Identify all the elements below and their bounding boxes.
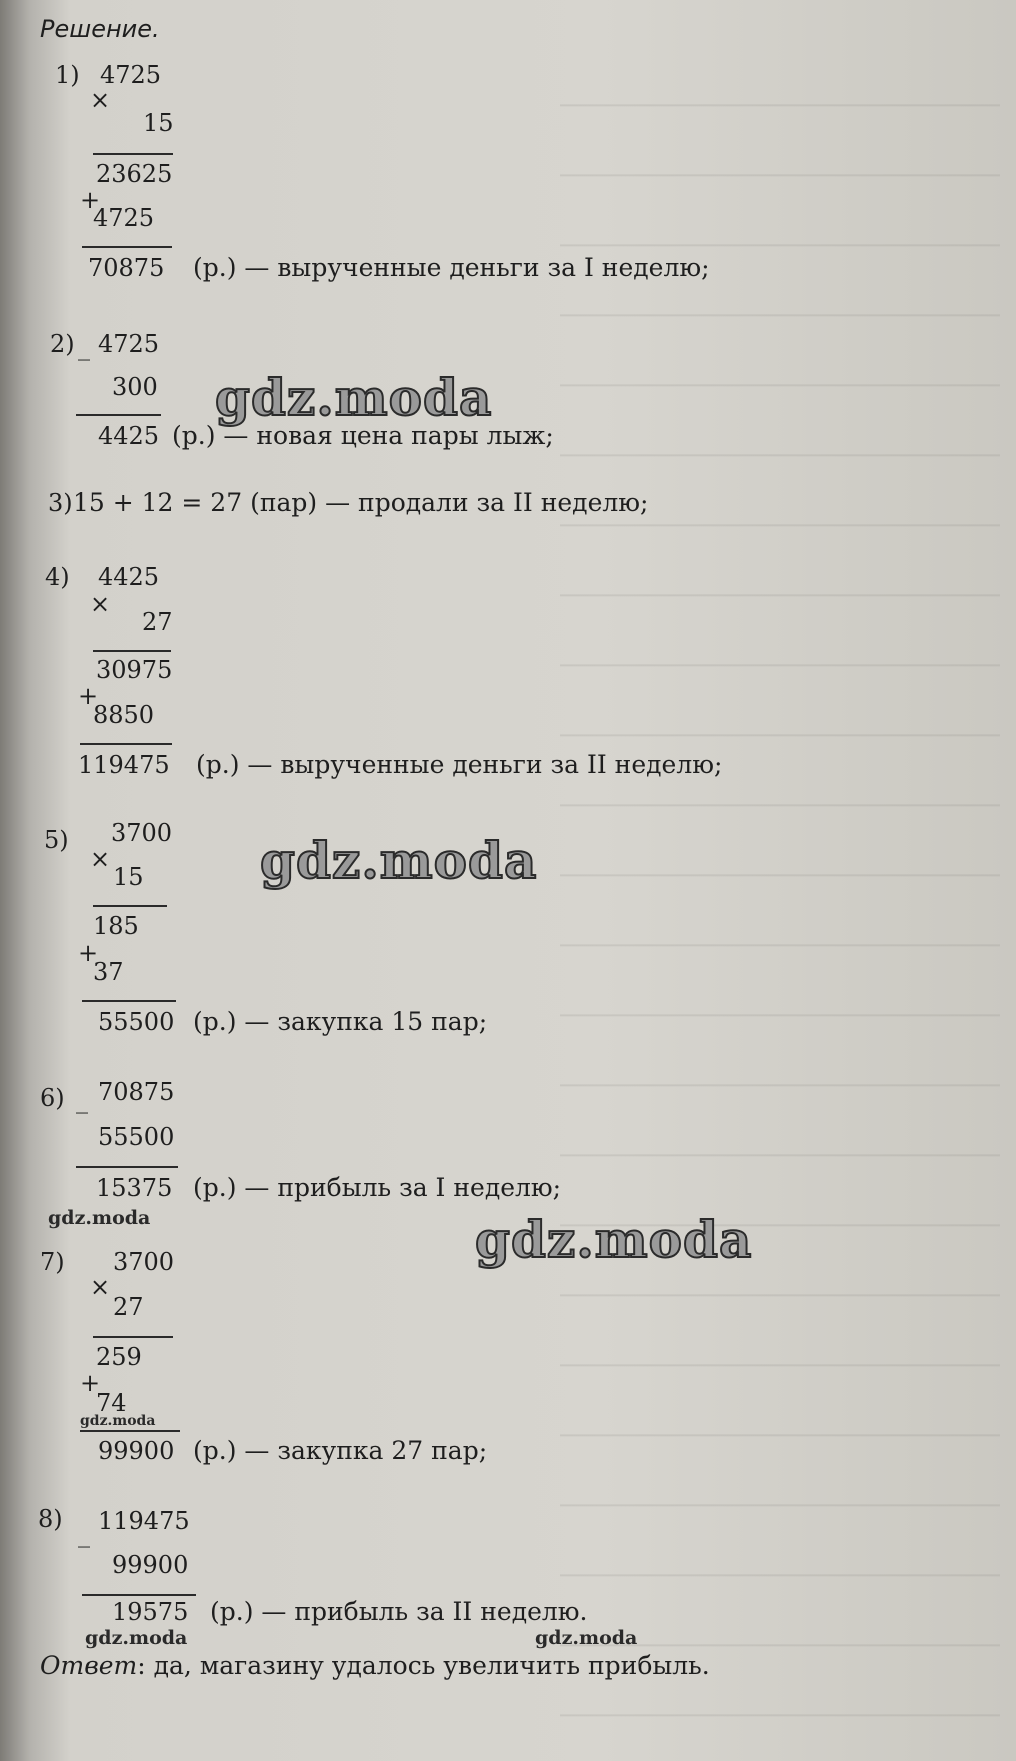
step-label: 7) bbox=[40, 1248, 65, 1276]
result: 119475 bbox=[78, 751, 170, 779]
partial-1: 23625 bbox=[96, 160, 173, 188]
rule-line bbox=[76, 414, 161, 416]
subtrahend: 300 bbox=[112, 373, 158, 401]
result-note: (р.) — прибыль за II неделю. bbox=[210, 1597, 588, 1626]
plus-sign: + bbox=[78, 939, 99, 967]
partial-1: 185 bbox=[93, 912, 139, 940]
rule-line bbox=[76, 1166, 178, 1168]
watermark: gdz.moda bbox=[48, 1207, 151, 1229]
rule-line bbox=[80, 743, 172, 745]
step-label: 6) bbox=[40, 1084, 65, 1112]
watermark: gdz.moda bbox=[260, 831, 538, 890]
plus-sign: + bbox=[80, 1369, 101, 1397]
plus-sign: + bbox=[80, 186, 101, 214]
answer-text: : да, магазину удалось увеличить прибыль. bbox=[137, 1651, 710, 1680]
subtrahend: 55500 bbox=[98, 1123, 175, 1151]
factor-bottom: 15 bbox=[113, 863, 144, 891]
factor-bottom: 27 bbox=[113, 1293, 144, 1321]
watermark: gdz.moda bbox=[475, 1210, 753, 1269]
result: 70875 bbox=[88, 254, 165, 282]
rule-line bbox=[82, 1000, 176, 1002]
bleed-through-text bbox=[560, 60, 1000, 1760]
result-note: (р.) — закупка 27 пар; bbox=[193, 1436, 488, 1465]
subtrahend: 99900 bbox=[112, 1551, 189, 1579]
rule-line bbox=[93, 1336, 173, 1338]
multiply-sign: × bbox=[90, 845, 111, 873]
step-label: 8) bbox=[38, 1505, 63, 1533]
result: 15375 bbox=[96, 1174, 173, 1202]
watermark: gdz.moda bbox=[215, 368, 493, 427]
step-label: 1) bbox=[55, 61, 80, 89]
watermark: gdz.moda bbox=[85, 1627, 188, 1649]
minus-sign: _ bbox=[78, 1520, 90, 1548]
watermark: gdz.moda bbox=[80, 1413, 156, 1429]
partial-2: 37 bbox=[93, 958, 124, 986]
result-note: (р.) — новая цена пары лыж; bbox=[172, 421, 554, 450]
factor-top: 4725 bbox=[100, 61, 162, 89]
partial-1: 259 bbox=[96, 1343, 142, 1371]
plus-sign: + bbox=[78, 682, 99, 710]
factor-top: 4425 bbox=[98, 563, 160, 591]
multiply-sign: × bbox=[90, 590, 111, 618]
partial-2: 4725 bbox=[93, 204, 155, 232]
multiply-sign: × bbox=[90, 1273, 111, 1301]
result: 55500 bbox=[98, 1008, 175, 1036]
step-label: 5) bbox=[44, 826, 69, 854]
factor-top: 3700 bbox=[111, 819, 173, 847]
result: 19575 bbox=[112, 1598, 189, 1626]
answer-label: Ответ bbox=[40, 1651, 138, 1680]
multiply-sign: × bbox=[90, 86, 111, 114]
minuend: 119475 bbox=[98, 1507, 190, 1535]
result-note: (р.) — вырученные деньги за I неделю; bbox=[193, 253, 710, 282]
answer-container bbox=[40, 1651, 710, 1681]
rule-line bbox=[82, 246, 172, 248]
step-label: 2) bbox=[50, 330, 75, 358]
result: 4425 bbox=[98, 422, 160, 450]
rule-line bbox=[82, 1594, 196, 1596]
step-label: 3) bbox=[48, 489, 73, 517]
rule-line bbox=[80, 1430, 180, 1432]
result-note: (р.) — вырученные деньги за II неделю; bbox=[196, 750, 723, 779]
partial-1: 30975 bbox=[96, 656, 173, 684]
partial-2: 74 bbox=[96, 1389, 127, 1417]
step-label: 4) bbox=[45, 563, 70, 591]
partial-2: 8850 bbox=[93, 701, 155, 729]
watermark: gdz.moda bbox=[535, 1627, 638, 1649]
expression: 15 + 12 = 27 (пар) — продали за II неделю; bbox=[73, 488, 649, 517]
minus-sign: _ bbox=[76, 1086, 88, 1114]
rule-line bbox=[93, 905, 167, 907]
factor-top: 3700 bbox=[113, 1248, 175, 1276]
minus-sign: _ bbox=[78, 333, 90, 361]
result-note: (р.) — закупка 15 пар; bbox=[193, 1007, 488, 1036]
minuend: 70875 bbox=[98, 1078, 175, 1106]
minuend: 4725 bbox=[98, 330, 160, 358]
factor-bottom: 15 bbox=[143, 109, 174, 137]
rule-line bbox=[93, 153, 173, 155]
result: 99900 bbox=[98, 1437, 175, 1465]
rule-line bbox=[93, 650, 171, 652]
factor-bottom: 27 bbox=[142, 608, 173, 636]
solution-heading: Решение. bbox=[40, 15, 160, 43]
result-note: (р.) — прибыль за I неделю; bbox=[193, 1173, 562, 1202]
